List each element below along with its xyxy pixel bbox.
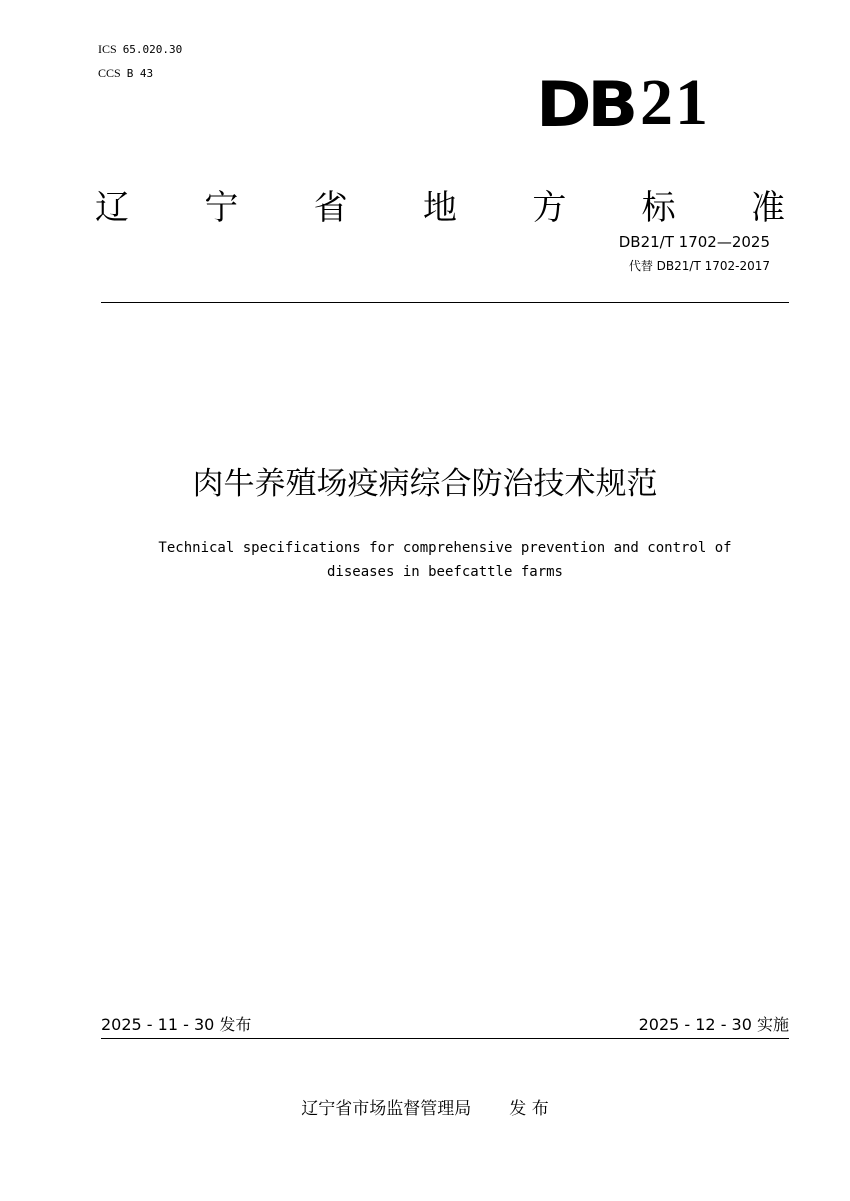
ccs-label: CCS	[98, 66, 121, 80]
standard-type-char: 标	[641, 188, 676, 228]
standard-type-char: 地	[422, 188, 457, 228]
issuer-line	[0, 1097, 850, 1121]
publish-date: 2025 - 11 - 30 发布	[101, 1015, 252, 1034]
issuer-name: 辽宁省市场监督管理局	[301, 1099, 472, 1119]
title-en-line: diseases in beefcattle farms	[326, 564, 563, 580]
replaces-standard: 代替 DB21/T 1702-2017	[628, 259, 770, 273]
db21-logo	[536, 66, 726, 142]
standard-type-char: 宁	[204, 188, 239, 228]
standard-type-char: 方	[532, 188, 567, 228]
title-en-line: Technical specifications for comprehensive prevention and control of	[158, 540, 732, 556]
standard-type-char: 省	[313, 188, 348, 228]
ics-label: ICS	[98, 42, 117, 56]
document-title-cn: 肉牛养殖场疫病综合防治技术规范	[192, 466, 658, 502]
standard-type-char: 辽	[95, 188, 129, 228]
issuer-action: 发 布	[509, 1099, 549, 1119]
ics-value: 65.020.30	[122, 43, 183, 56]
implementation-date: 2025 - 12 - 30 实施	[638, 1015, 789, 1034]
ics-code	[98, 42, 182, 57]
ccs-code	[98, 66, 153, 81]
ccs-value: B 43	[126, 67, 154, 80]
logo-prefix: DB	[536, 68, 634, 141]
bottom-divider	[101, 1038, 789, 1039]
standard-type-title	[95, 186, 785, 230]
standard-number: DB21/T 1702—2025	[618, 233, 770, 251]
standard-type-char: 准	[750, 188, 785, 228]
document-title-en	[60, 536, 830, 584]
logo-number: 21	[640, 66, 710, 139]
top-divider	[101, 302, 789, 303]
